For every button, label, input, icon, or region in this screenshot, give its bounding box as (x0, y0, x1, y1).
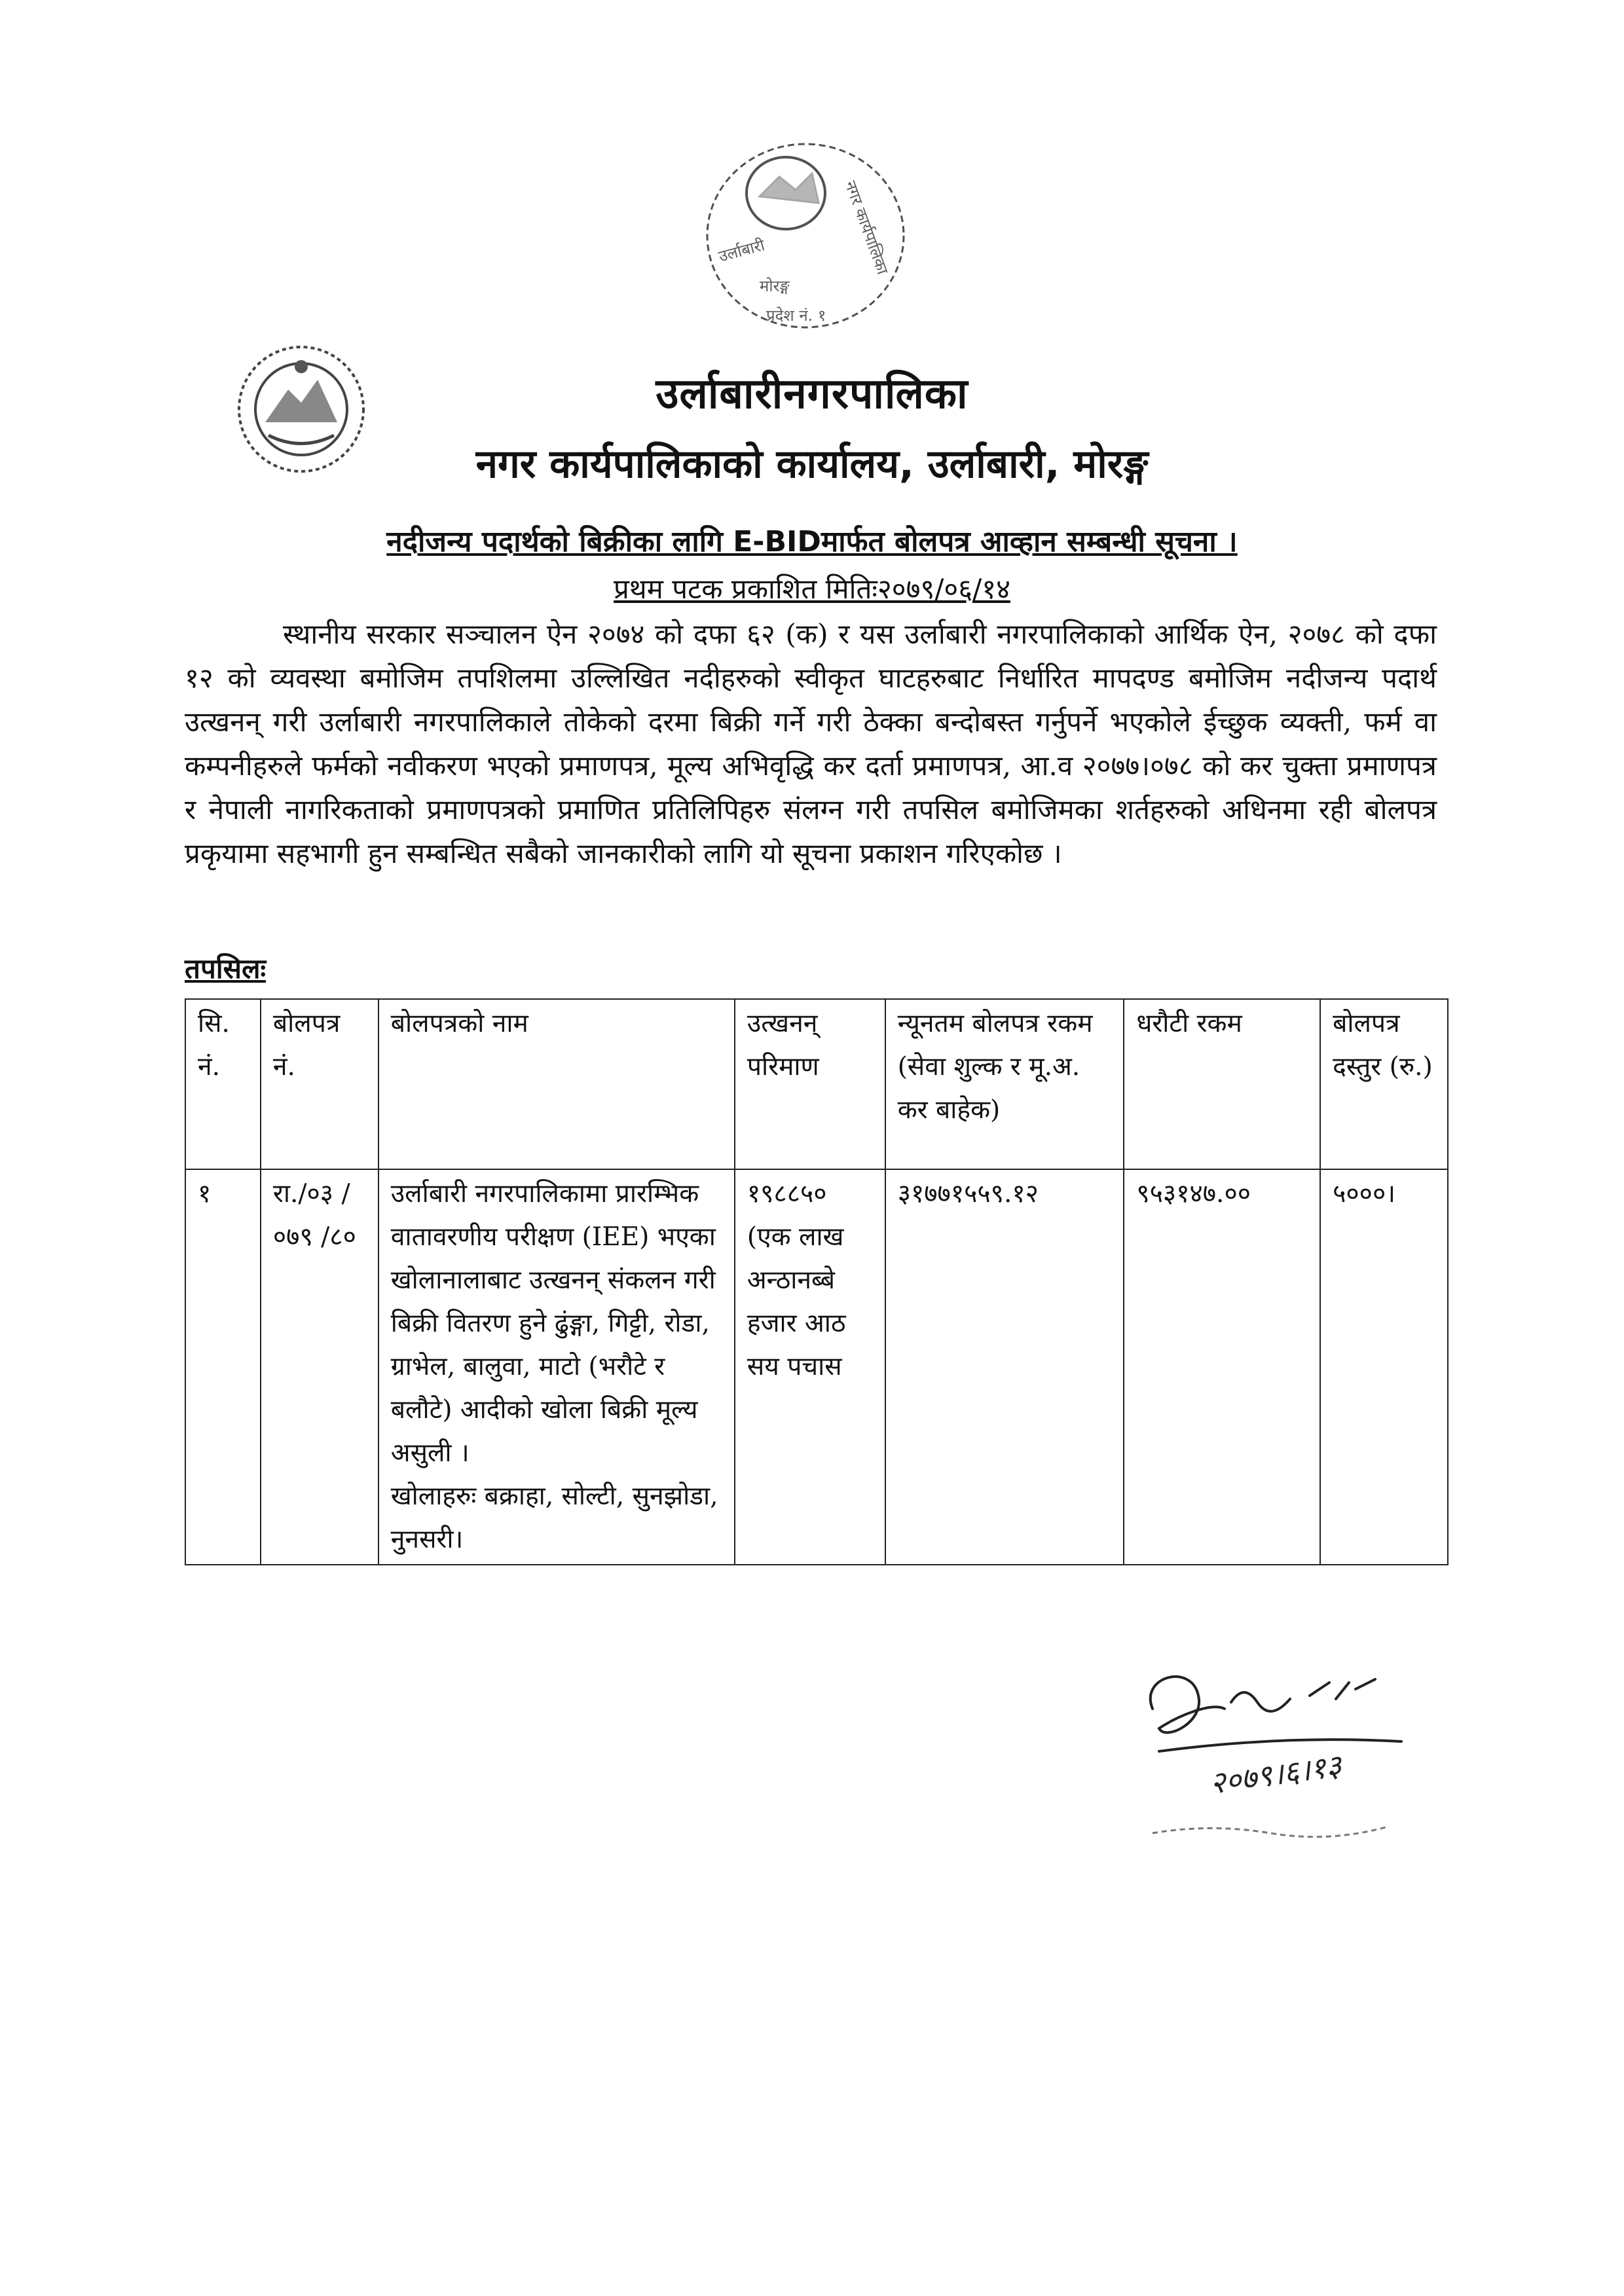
svg-text:प्रदेश नं. १: प्रदेश नं. १ (766, 306, 826, 325)
table-header-row (185, 999, 1448, 1169)
cell-bid-name (378, 1169, 735, 1565)
header-min-amount: न्यूनतम बोलपत्र रकम (सेवा शुल्क र मू.अ. कर बाहेक) (885, 999, 1124, 1169)
publication-date: प्रथम पटक प्रकाशित मितिः२०७९/०६/१४ (614, 573, 1010, 605)
notice-body: स्थानीय सरकार सञ्चालन ऐन २०७४ को दफा ६२ (क) र यस उर्लाबारी नगरपालिकाको आर्थिक ऐन, २०७८ को दफा १२ को व्यवस्था बमोजिम तपशिलमा उल्लिखित नदीहरुको स्वीकृत घाटहरुबाट निर्धारित मापदण्ड बमोजिम नदीजन्य पदार्थ उत्खनन् गरी उर्लाबारी नगरपालिकाले तोकेको दरमा बिक्री गर्ने गरी ठेक्का बन्दोबस्त गर्नुपर्ने भएकोले ईच्छुक व्यक्ती, फर्म वा कम्पनीहरुले फर्मको नवीकरण भएको प्रमाणपत्र, मूल्य अभिवृद्धि कर दर्ता प्रमाणपत्र, आ.व २०७७।०७८ को कर चुक्ता प्रमाणपत्र र नेपाली नागरिकताको प्रमाणपत्रको प्रमाणित प्रतिलिपिहरु संलग्न गरी तपसिल बमोजिमका शर्तहरुको अधिनमा रही बोलपत्र प्रकृयामा सहभागी हुन सम्बन्धित सबैको जानकारीको लागि यो सूचना प्रकाशन गरिएकोछ । (185, 618, 1437, 869)
office-stamp (681, 124, 930, 347)
svg-text:उर्लाबारी: उर्लाबारी (716, 236, 767, 266)
cell-quantity: १९८८५० (एक लाख अन्ठानब्बे हजार आठ सय पचास (735, 1169, 885, 1565)
header-sn: सि. नं. (185, 999, 261, 1169)
schedule-label: तपसिलः (185, 953, 267, 985)
header-bid-name: बोलपत्रको नाम (378, 999, 735, 1169)
svg-text:मोरङ्ग: मोरङ्ग (760, 277, 790, 295)
header-bid-no: बोलपत्र नं. (261, 999, 378, 1169)
table-row (185, 1169, 1448, 1565)
cell-min-amount: ३१७७१५५९.१२ (885, 1169, 1124, 1565)
cell-sn: १ (185, 1169, 261, 1565)
bid-description: उर्लाबारी नगरपालिकामा प्रारम्भिक वातावरणीय परीक्षण (IEE) भएका खोलानालाबाट उत्खनन् संकलन गरी बिक्री वितरण हुने ढुंङ्गा, गिट्टी, रोडा, ग्राभेल, बालुवा, माटो (भरौटे र बलौटे) आदीको खोला बिक्री मूल्य असुली । (390, 1179, 716, 1468)
organization-title: उर्लाबारीनगरपालिका (655, 370, 969, 418)
cell-bid-no: रा./०३ /०७९ /८० (261, 1169, 378, 1565)
cell-fee: ५०००। (1320, 1169, 1448, 1565)
cell-deposit: ९५३१४७.०० (1124, 1169, 1320, 1565)
office-title: नगर कार्यपालिकाको कार्यालय, उर्लाबारी, मोरङ्ग (475, 441, 1149, 487)
rivers-list: खोलाहरुः बक्राहा, सोल्टी, सुनझोडा, नुनसरी। (390, 1482, 718, 1554)
svg-text:२०७९।६।१३: २०७९।६।१३ (1208, 1747, 1344, 1801)
bid-schedule-table (185, 998, 1449, 1565)
header-fee: बोलपत्र दस्तुर (रु.) (1320, 999, 1448, 1169)
signature (1113, 1637, 1454, 1872)
svg-text:नगर कार्यपालिका: नगर कार्यपालिका (841, 178, 892, 277)
notice-title: नदीजन्य पदार्थको बिक्रीका लागि E-BIDमार्फत बोलपत्र आव्हान सम्बन्धी सूचना । (386, 525, 1238, 558)
header-quantity: उत्खनन् परिमाण (735, 999, 885, 1169)
header-deposit: धरौटी रकम (1124, 999, 1320, 1169)
